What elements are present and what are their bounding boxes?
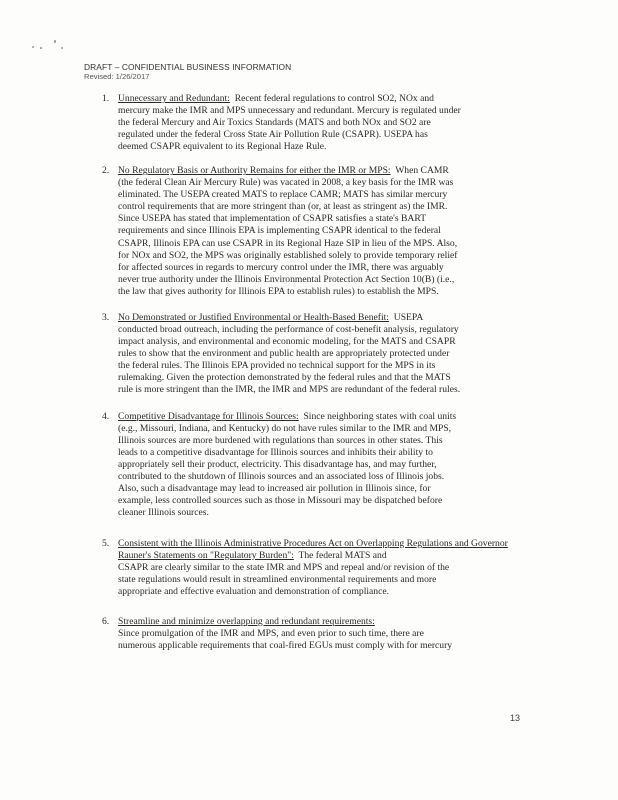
numbered-list [98,93,518,652]
item-line: rulemaking. Given the protection demonstrated by the federal rules and that the MATS [118,371,451,383]
item-line: CSAPR, Illinois EPA can use CSAPR in its Regional Haze SIP in lieu of the MPS. Also, [118,237,458,249]
item-line: (the federal Clean Air Mercury Rule) was vacated in 2008, a key basis for the IMR was [118,177,454,189]
item-line: contributed to the shutdown of Illinois sources and an associated loss of Illinois jobs. [118,471,445,483]
item-line: rules to show that the environment and public health are appropriately protected under [118,347,450,359]
item-line: the federal rules. The Illinois EPA provided no technical support for the MPS in its [118,359,436,371]
item-line: CSAPR are clearly similar to the state IMR and MPS and repeal and/or revision of the [118,561,450,573]
document-header [84,62,291,81]
item-line: mercury make the IMR and MPS unnecessary and redundant. Mercury is regulated under [118,105,461,117]
scan-speck [32,46,34,48]
item-line: Also, such a disadvantage may lead to increased air pollution in Illinois since, for [118,483,431,495]
item-heading: No Regulatory Basis or Authority Remains for either the IMR or MPS: [118,165,391,177]
list-item [98,411,518,519]
list-item [98,312,518,396]
item-line: impact analysis, and environmental and economic modeling, for the MATS and CSAPR [118,335,456,347]
item-line: eliminated. The USEPA created MATS to replace CAMR; MATS has similar mercury [118,189,448,201]
item-line: Since neighboring states with coal units [303,411,457,423]
item-heading: No Demonstrated or Justified Environmental or Health-Based Benefit: [118,311,389,323]
item-number: 1. [102,93,110,104]
item-line: conducted broad outreach, including the performance of cost-benefit analysis, regulatory [118,323,459,335]
item-line: Since USEPA has stated that implementation of CSAPR satisfies a state's BART [118,213,427,225]
list-item [98,538,518,598]
confidential-label: DRAFT – CONFIDENTIAL BUSINESS INFORMATION [84,62,292,72]
item-line: Since promulgation of the IMR and MPS, and even prior to such time, there are [118,627,424,639]
list-item [98,93,518,153]
item-line: Illinois sources are more burdened with regulations than sources in other states. This [118,435,443,447]
item-line: rule is more stringent than the IMR, the IMR and MPS are redundant of the federal rules. [118,384,461,396]
item-line: for NOx and SO2, the MPS was originally established solely to provide temporary relief [118,249,458,261]
scan-speck [40,47,42,49]
item-line: Recent federal regulations to control SO2, NOx and [234,93,434,104]
item-number: 2. [102,165,110,177]
item-heading: Streamline and minimize overlapping and redundant requirements: [118,615,375,627]
list-item [98,616,518,652]
item-line: the federal Mercury and Air Toxics Standards (MATS and both NOx and SO2 are [118,117,431,129]
item-line: leads to a competitive disadvantage for Illinois sources and inhibits their ability to [118,447,433,459]
list-item [98,165,518,298]
scan-speck [54,40,56,43]
item-line: numerous applicable requirements that coal-fired EGUs must comply with for mercury [118,639,453,651]
item-line: control requirements that are more stringent than (or, at least as stringent as) the IMR. [118,201,448,213]
item-line: never true authority under the Illinois Environmental Protection Act Section 10(B) (i.e., [118,273,455,285]
item-line: When CAMR [395,165,449,177]
item-line: requirements and since Illinois EPA is implementing CSAPR identical to the federal [118,225,441,237]
item-heading: Unnecessary and Redundant: [118,93,230,104]
scan-speck [61,47,63,49]
item-line: for affected sources in regards to mercury control under the IMR, there was arguably [118,261,444,273]
item-line: deemed CSAPR equivalent to its Regional Haze Rule. [118,141,327,153]
item-line: example, less controlled sources such as those in Missouri may be dispatched before [118,495,443,507]
item-number: 6. [102,615,110,627]
item-line: (e.g., Missouri, Indiana, and Kentucky) do not have rules similar to the IMR and MPS, [118,423,452,435]
item-line: state regulations would result in streamlined environmental requirements and more [118,573,437,585]
item-heading: Consistent with the Illinois Administrative Procedures Act on Overlapping Regulations and Governor Rauner's Statements on "Regulatory Burden": [118,537,508,561]
item-number: 5. [102,537,110,549]
item-line: regulated under the federal Cross State Air Pollution Rule (CSAPR). USEPA has [118,129,428,141]
item-number: 4. [102,411,110,423]
item-line: appropriate and effective evaluation and demonstration of compliance. [118,585,390,597]
item-line: appropriately sell their product, electricity. This disadvantage has, and may further, [118,459,437,471]
page-number: 13 [510,713,521,723]
revision-date: Revised: 1/26/2017 [84,72,150,81]
item-heading: Competitive Disadvantage for Illinois Sources: [118,411,299,423]
item-line: cleaner Illinois sources. [118,507,209,519]
item-line: The federal MATS and [298,549,387,561]
scan-specks [28,38,68,52]
item-line: the law that gives authority for Illinois EPA to establish rules) to establish the MPS. [118,285,439,297]
item-number: 3. [102,311,110,323]
item-line: USEPA [393,311,424,323]
